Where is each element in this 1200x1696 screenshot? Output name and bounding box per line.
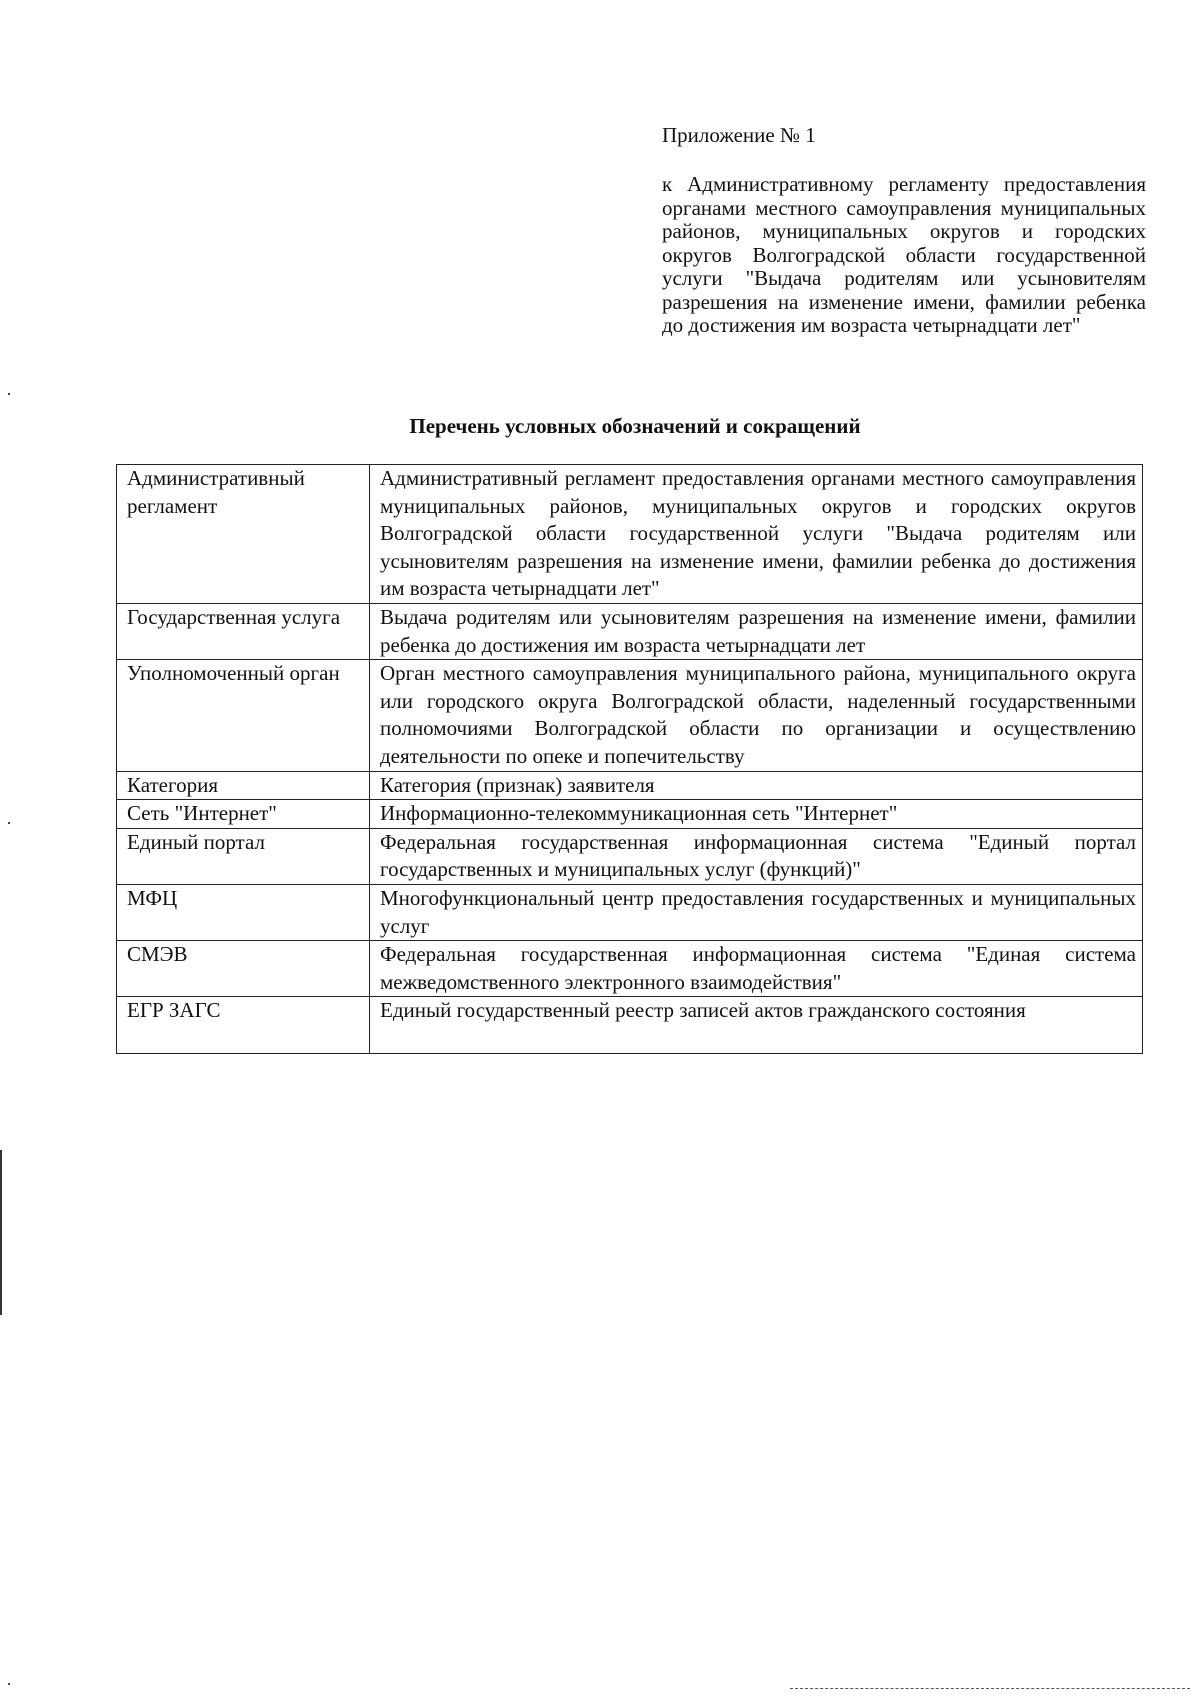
- table-row: [117, 660, 1143, 771]
- appendix-reference: к Административному регламенту предоставления органами местного самоуправления муниципальных районов, муниципальных округов и городских округов Волгоградской области государственной услуги "Выдача родителям или усыновителям разрешения на изменение имени, фамилии ребенка до достижения им возраста четырнадцати лет": [662, 172, 1146, 337]
- table-row: [117, 941, 1143, 997]
- table-row: [117, 800, 1143, 829]
- table-row: [117, 771, 1143, 800]
- abbreviations-table: [116, 464, 1143, 1054]
- table-row: [117, 884, 1143, 940]
- definition-cell: Выдача родителям или усыновителям разрешения на изменение имени, фамилии ребенка до достижения им возраста четырнадцати лет: [370, 603, 1143, 659]
- table-row: [117, 603, 1143, 659]
- table-row: [117, 997, 1143, 1054]
- scan-speck: [8, 822, 10, 824]
- scan-speck: [8, 1683, 10, 1685]
- term-cell: Единый портал: [117, 828, 370, 884]
- definition-cell: Многофункциональный центр предоставления государственных и муниципальных услуг: [370, 884, 1143, 940]
- term-cell: Государственная услуга: [117, 603, 370, 659]
- term-cell: Категория: [117, 771, 370, 800]
- definition-cell: Категория (признак) заявителя: [370, 771, 1143, 800]
- definition-cell: Административный регламент предоставления органами местного самоуправления муниципальных районов, муниципальных округов и городских округов Волгоградской области государственной услуги "Выдача родителям или усыновителям разрешения на изменение имени, фамилии ребенка до достижения им возраста четырнадцати лет": [370, 465, 1143, 604]
- term-cell: МФЦ: [117, 884, 370, 940]
- scan-bottom-line: [790, 1688, 1190, 1690]
- definition-cell: Единый государственный реестр записей актов гражданского состояния: [370, 997, 1143, 1054]
- table-row: [117, 828, 1143, 884]
- definition-cell: Федеральная государственная информационная система "Единая система межведомственного электронного взаимодействия": [370, 941, 1143, 997]
- document-title: Перечень условных обозначений и сокращений: [409, 414, 861, 438]
- term-cell: ЕГР ЗАГС: [117, 997, 370, 1054]
- term-cell: Сеть "Интернет": [117, 800, 370, 829]
- scan-speck: [8, 393, 10, 395]
- scan-margin-line: [0, 1150, 2, 1315]
- term-cell: Уполномоченный орган: [117, 660, 370, 771]
- definition-cell: Федеральная государственная информационная система "Единый портал государственных и муниципальных услуг (функций)": [370, 828, 1143, 884]
- definition-cell: Орган местного самоуправления муниципального района, муниципального округа или городского округа Волгоградской области, наделенный государственными полномочиями Волгоградской области по организации и осуществлению деятельности по опеке и попечительству: [370, 660, 1143, 771]
- definition-cell: Информационно-телекоммуникационная сеть "Интернет": [370, 800, 1143, 829]
- term-cell: Административный регламент: [117, 465, 370, 604]
- appendix-number: Приложение № 1: [662, 123, 816, 147]
- table-row: [117, 465, 1143, 604]
- term-cell: СМЭВ: [117, 941, 370, 997]
